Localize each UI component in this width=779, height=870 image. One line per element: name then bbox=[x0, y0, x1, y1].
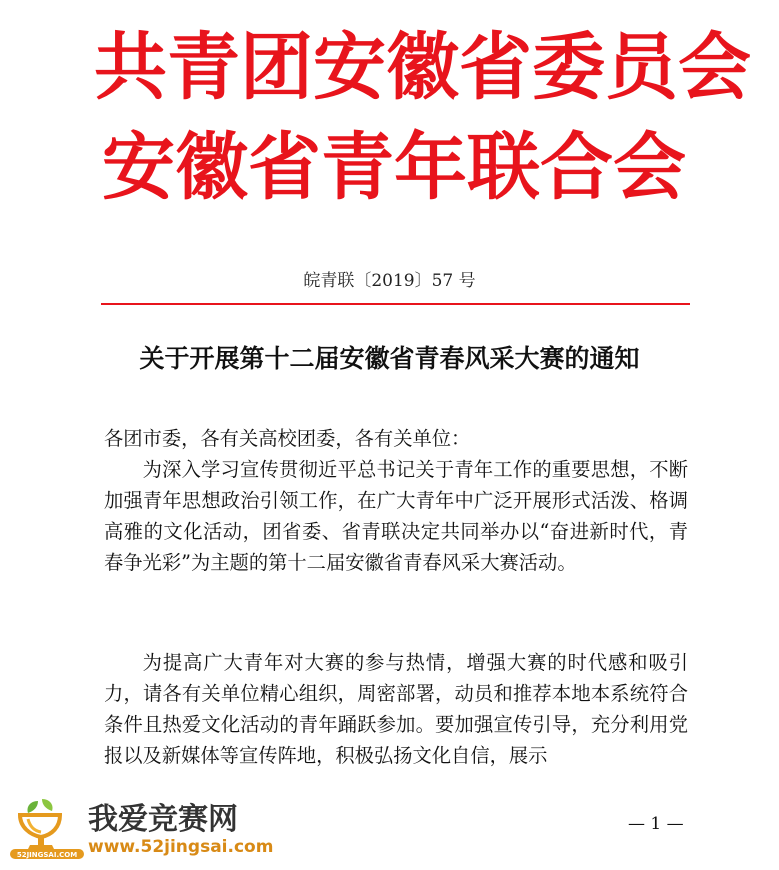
document-title: 关于开展第十二届安徽省青春风采大赛的通知 bbox=[139, 344, 640, 373]
salutation bbox=[104, 423, 688, 454]
watermark-site-name: 我爱竞赛网 bbox=[88, 802, 238, 837]
watermark bbox=[8, 797, 274, 863]
watermark-url: www.52jingsai.com bbox=[88, 837, 274, 857]
body-paragraph-2 bbox=[104, 647, 688, 771]
issuer-line-2: 安徽省青年联合会 bbox=[102, 125, 686, 210]
trophy-logo-icon bbox=[8, 797, 86, 863]
page-number: — 1 — bbox=[628, 814, 684, 834]
paragraph-text: 为深入学习宣传贯彻近平总书记关于青年工作的重要思想，不断加强青年思想政治引领工作，在广大青年中广泛开展形式活泼、格调高雅的文化活动，团省委、省青联决定共同举办以“奋进新时代，青春争光彩”为主题的第十二届安徽省青春风采大赛活动。 bbox=[104, 458, 688, 574]
issuer-line-1: 共青团安徽省委员会 bbox=[94, 25, 751, 110]
red-divider bbox=[101, 303, 690, 305]
paragraph-text: 为提高广大青年对大赛的参与热情，增强大赛的时代感和吸引力，请各有关单位精心组织，周密部署，动员和推荐本地本系统符合条件且热爱文化活动的青年踊跃参加。要加强宣传引导，充分利用党报以及新媒体等宣传阵地，积极弘扬文化自信，展示 bbox=[104, 651, 688, 767]
badge-text: 52JINGSAI.COM bbox=[16, 851, 78, 859]
body-paragraph-1 bbox=[104, 454, 688, 578]
salutation-text: 各团市委，各有关高校团委，各有关单位： bbox=[104, 427, 471, 450]
document-number: 皖青联〔2019〕57 号 bbox=[303, 271, 476, 291]
